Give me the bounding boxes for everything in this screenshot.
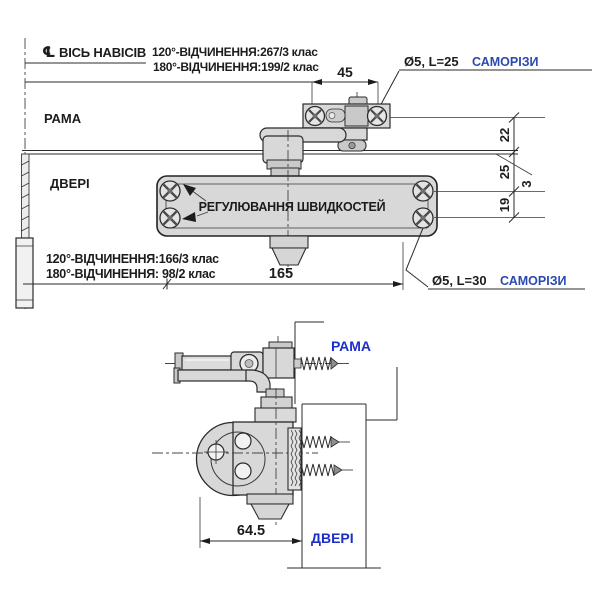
opening-120-top: 120°-ВІДЧИНЕННЯ:267/3 клас (152, 45, 318, 59)
arm-assembly-side (165, 336, 348, 422)
frame-label-top-view: РАМА (44, 111, 82, 126)
hinge-axis-label: ВІСЬ НАВІСІВ (59, 45, 147, 60)
frame-profile (295, 322, 397, 420)
body-screw-icon (160, 181, 180, 201)
bracket-screw-icon (306, 107, 325, 126)
dim-19-value: 19 (497, 197, 512, 213)
opening-120-bottom: 120°-ВІДЧИНЕННЯ:166/3 клас (46, 252, 219, 266)
top-screws-callout (379, 54, 592, 108)
opening-180-top: 180°-ВІДЧИНЕННЯ:199/2 клас (153, 60, 319, 74)
door-label-side-view: ДВЕРІ (311, 530, 354, 546)
screw-top-size: Ø5, L=25 (404, 54, 459, 69)
body-screw-icon (413, 208, 433, 228)
closer-arm (260, 128, 346, 177)
top-view (16, 38, 592, 312)
dim-64-5-value: 64.5 (236, 523, 266, 539)
screw-bottom-size: Ø5, L=30 (432, 273, 487, 288)
frame-label-side-view: РАМА (331, 338, 371, 354)
body-screw-icon (413, 181, 433, 201)
door-label-top-view: ДВЕРІ (50, 176, 90, 191)
dim-45-value: 45 (337, 64, 353, 80)
dim-22-value: 22 (497, 127, 512, 143)
dim-165-value: 165 (268, 266, 294, 282)
dimension-165 (23, 242, 403, 290)
dim-3-value: 3 (519, 180, 534, 188)
dim-25-value: 25 (497, 164, 512, 180)
opening-180-bottom: 180°-ВІДЧИНЕННЯ: 98/2 клас (46, 267, 216, 281)
pinion-cap (272, 248, 306, 265)
screw-bottom-name: САМОРІЗИ (500, 274, 567, 288)
door-screw-icon (301, 464, 354, 476)
centerline-symbol: ℄ (42, 43, 56, 61)
hinge-barrel (16, 238, 33, 308)
screw-top-name: САМОРІЗИ (472, 55, 539, 69)
side-view (152, 322, 397, 568)
body-hole (235, 463, 251, 479)
body-hole (235, 433, 251, 449)
bracket-screw-icon (368, 107, 387, 126)
speed-adjust-label: РЕГУЛЮВАННЯ ШВИДКОСТЕЙ (198, 200, 386, 214)
door-edge-hinge (16, 154, 33, 308)
door-screw-icon (301, 436, 352, 448)
body-screw-icon (160, 208, 180, 228)
bottom-screws-callout (406, 228, 585, 289)
